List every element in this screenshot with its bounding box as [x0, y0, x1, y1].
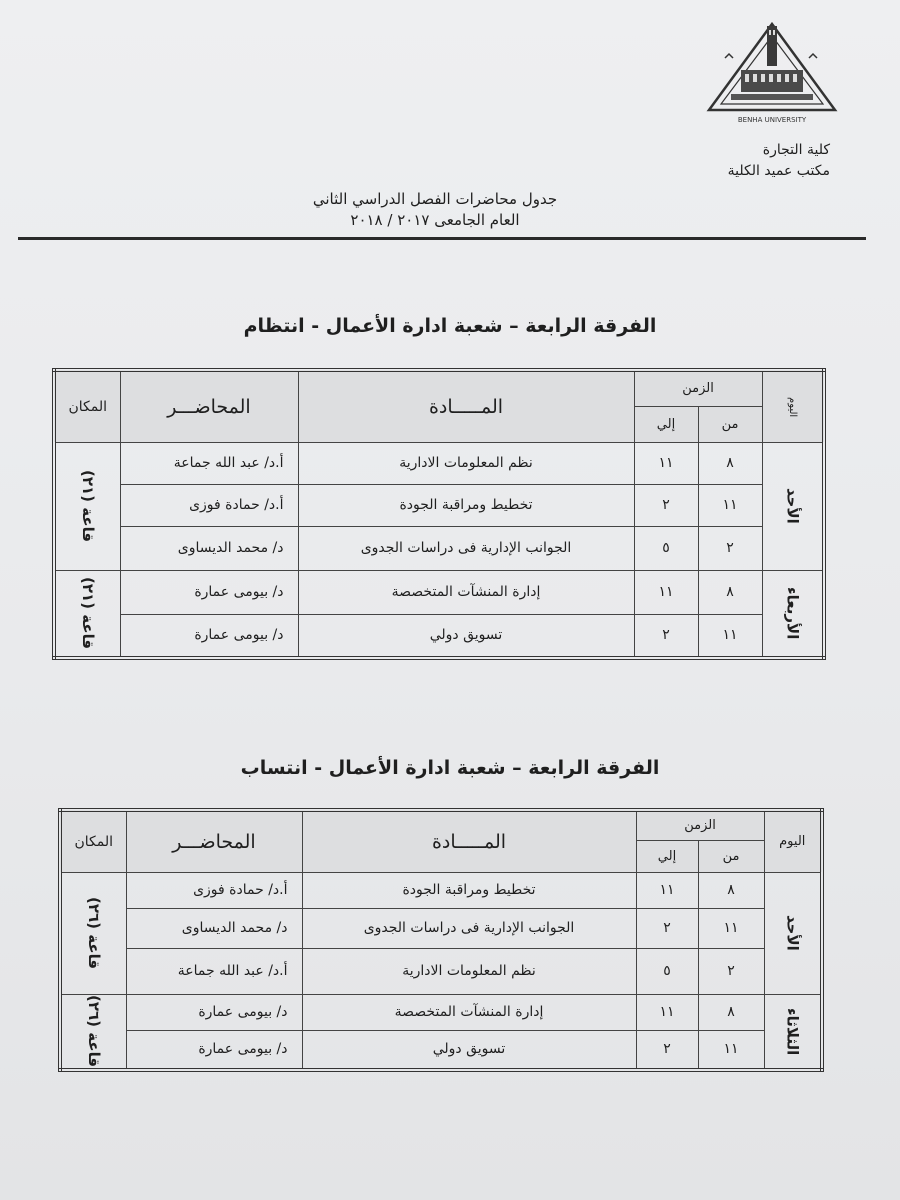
- time-to-cell: ٢: [636, 1030, 698, 1070]
- subject-cell: تسويق دولي: [298, 614, 634, 658]
- subject-cell: الجوانب الإدارية فى دراسات الجدوى: [302, 908, 636, 948]
- subject-cell: تخطيط ومراقبة الجودة: [302, 872, 636, 908]
- day-cell: [764, 872, 822, 994]
- schedule-title: جدول محاضرات الفصل الدراسي الثاني: [312, 190, 558, 208]
- place-cell: [60, 872, 126, 994]
- day-cell: [764, 994, 822, 1070]
- lecturer-cell: أ.د/ عبد الله جماعة: [120, 442, 298, 484]
- subject-cell: إدارة المنشآت المتخصصة: [302, 994, 636, 1030]
- time-from-cell: ٨: [698, 442, 762, 484]
- schedule-table-regular: [52, 368, 826, 660]
- subject-cell: تخطيط ومراقبة الجودة: [298, 484, 634, 526]
- faculty-name: كلية التجارة: [762, 142, 830, 158]
- col-header-subject: المـــــادة: [302, 810, 636, 872]
- academic-year: العام الجامعى ٢٠١٧ / ٢٠١٨: [350, 211, 520, 229]
- lecturer-cell: د/ بيومى عمارة: [126, 994, 302, 1030]
- col-header-to: إلي: [634, 406, 698, 442]
- time-from-cell: ٨: [698, 994, 764, 1030]
- lecturer-cell: د/ بيومى عمارة: [120, 570, 298, 614]
- time-to-cell: ٥: [636, 948, 698, 994]
- day-label: الأربعاء: [783, 587, 802, 640]
- lecturer-cell: د/ بيومى عمارة: [126, 1030, 302, 1070]
- day-cell: [762, 442, 824, 570]
- time-from-cell: ١١: [698, 484, 762, 526]
- time-to-cell: ٢: [634, 484, 698, 526]
- col-header-from: من: [698, 406, 762, 442]
- logo-caption: BENHA UNIVERSITY: [737, 116, 807, 124]
- place-label: قاعة (٢١): [78, 469, 97, 543]
- day-label: الثلاثاء: [783, 1007, 802, 1055]
- time-to-cell: ٢: [634, 614, 698, 658]
- time-from-cell: ٨: [698, 872, 764, 908]
- subject-cell: إدارة المنشآت المتخصصة: [298, 570, 634, 614]
- place-cell: [60, 994, 126, 1070]
- lecturer-cell: د/ محمد الديساوى: [120, 526, 298, 570]
- time-from-cell: ١١: [698, 614, 762, 658]
- faculty-block: [728, 140, 830, 182]
- col-header-from: من: [698, 840, 764, 872]
- subject-cell: تسويق دولي: [302, 1030, 636, 1070]
- col-header-lecturer: المحاضـــر: [120, 370, 298, 442]
- lecturer-cell: د/ بيومى عمارة: [120, 614, 298, 658]
- header-divider: [18, 237, 866, 240]
- subject-cell: الجوانب الإدارية فى دراسات الجدوى: [298, 526, 634, 570]
- time-to-cell: ٥: [634, 526, 698, 570]
- col-header-day-label: اليوم: [786, 396, 798, 417]
- schedule-table-external: [58, 808, 824, 1072]
- time-from-cell: ١١: [698, 1030, 764, 1070]
- subject-cell: نظم المعلومات الادارية: [302, 948, 636, 994]
- col-header-lecturer: المحاضـــر: [126, 810, 302, 872]
- col-header-to: إلي: [636, 840, 698, 872]
- day-label: الأحد: [783, 915, 802, 951]
- place-label: قاعة (٢١): [78, 577, 97, 650]
- place-label: قاعة (٢٦): [84, 995, 103, 1068]
- subject-cell: نظم المعلومات الادارية: [298, 442, 634, 484]
- time-from-cell: ١١: [698, 908, 764, 948]
- place-cell: [54, 570, 120, 658]
- col-header-subject: المـــــادة: [298, 370, 634, 442]
- col-header-time: الزمن: [634, 370, 762, 406]
- time-to-cell: ١١: [634, 442, 698, 484]
- place-label: قاعة (٢٦): [84, 896, 103, 970]
- col-header-place: المكان: [54, 370, 120, 442]
- day-cell: [762, 570, 824, 658]
- time-to-cell: ١١: [634, 570, 698, 614]
- dean-office: مكتب عميد الكلية: [727, 163, 830, 179]
- lecturer-cell: أ.د/ عبد الله جماعة: [126, 948, 302, 994]
- university-logo: [705, 18, 840, 126]
- col-header-place: المكان: [60, 810, 126, 872]
- time-from-cell: ٨: [698, 570, 762, 614]
- day-label: الأحد: [783, 488, 802, 524]
- time-from-cell: ٢: [698, 948, 764, 994]
- place-cell: [54, 442, 120, 570]
- time-to-cell: ٢: [636, 908, 698, 948]
- col-header-day: اليوم: [764, 810, 822, 872]
- col-header-time: الزمن: [636, 810, 764, 840]
- time-from-cell: ٢: [698, 526, 762, 570]
- lecturer-cell: أ.د/ حمادة فوزى: [120, 484, 298, 526]
- col-header-day: [762, 370, 824, 442]
- time-to-cell: ١١: [636, 994, 698, 1030]
- lecturer-cell: د/ محمد الديساوى: [126, 908, 302, 948]
- lecturer-cell: أ.د/ حمادة فوزى: [126, 872, 302, 908]
- section-title-external: الفرقة الرابعة – شعبة ادارة الأعمال - انتساب: [240, 757, 660, 779]
- section-title-regular: الفرقة الرابعة – شعبة ادارة الأعمال - انتظام: [243, 315, 657, 337]
- time-to-cell: ١١: [636, 872, 698, 908]
